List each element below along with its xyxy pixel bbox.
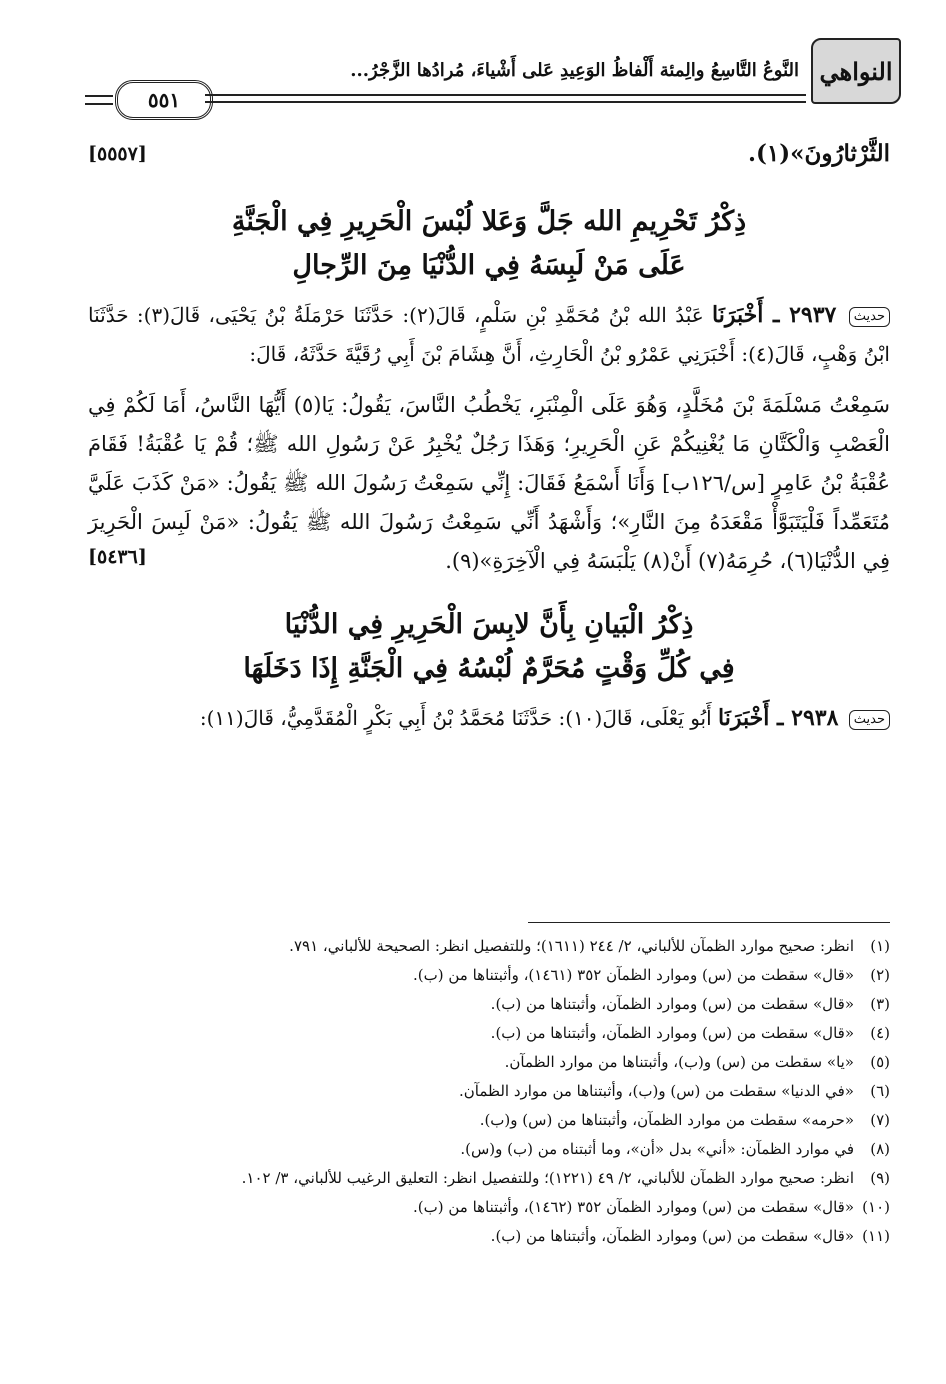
footnote-number: (٥) <box>870 1053 890 1071</box>
footnote <box>88 1019 890 1048</box>
footnote-text: «قال» سقطت من (س) وموارد الظمآن، وأثبتناها من (ب). <box>490 995 854 1013</box>
footnote-number: (٧) <box>870 1111 890 1129</box>
footnote <box>88 1222 890 1251</box>
footnote-text: «قال» سقطت من (س) وموارد الظمآن ٣٥٢ (١٤٦٢)، وأثبتناها من (ب). <box>413 1198 854 1216</box>
footnote-text: انظر: صحيح موارد الظمآن للألباني، ٢/ ٤٩ (١٢٢١)؛ وللتفصيل انظر: التعليق الرغيب للألباني، ٣/ ١٠٢. <box>241 1169 854 1187</box>
footnote-number: (٨) <box>870 1140 890 1158</box>
hadith-icon: حديث <box>849 307 890 327</box>
main-text <box>88 130 890 738</box>
footnote-text: «يا» سقطت من (س) و(ب)، وأثبتناها من موارد الظمآن. <box>504 1053 854 1071</box>
isnad-text: عَبْدُ الله بْنُ مُحَمَّدِ بْنِ سَلْمٍ، قَالَ(٢): حَدَّثَنَا حَرْمَلَةُ بْنُ يَحْيَى، قَالَ(٣): حَدَّثَنَا ابْنُ وَهْبٍ، قَالَ(٤): أَخْبَرَنِي عَمْرُو بْنُ الْحَارِثِ، أَنَّ هِشَامَ بْنَ أَبِي رُقَيَّةَ حَدَّثَهُ، قَالَ: <box>88 303 890 366</box>
footnote-number: (٩) <box>870 1169 890 1187</box>
footnote <box>88 932 890 961</box>
header-rule <box>205 94 806 103</box>
header-ornament-lines <box>85 95 113 105</box>
footnote <box>88 1077 890 1106</box>
chapter-heading-line: ذِكْرُ تَحْرِيمِ الله جَلَّ وَعَلا لُبْسَ الْحَرِيرِ فِي الْجَنَّةِ <box>231 206 747 237</box>
footnote-number: (٣) <box>870 995 890 1013</box>
footnote <box>88 1193 890 1222</box>
chapter-heading-line: فِي كُلِّ وَقْتٍ مُحَرَّمٌ لُبْسُهُ فِي الْجَنَّةِ إِذَا دَخَلَهَا <box>243 653 735 684</box>
matn-text: سَمِعْتُ مَسْلَمَةَ بْنَ مُخَلَّدٍ، وَهُوَ عَلَى الْمِنْبَرِ، يَخْطُبُ النَّاسَ، يَقُولُ: يَا(٥) أَيُّهَا النَّاسُ، أَمَا لَكُمْ فِي الْعَصْبِ وَالْكَتَّانِ مَا يُغْنِيكُمْ عَنِ الْحَرِيرِ؛ وَهَذَا رَجُلٌ يُخْبِرُ عَنْ رَسُولِ الله ﷺ؛ قُمْ يَا عُقْبَةُ! فَقَامَ عُقْبَةُ بْنُ عَامِرٍ [س/١٢٦ب] وَأَنَا أَسْمَعُ فَقَالَ: إِنِّي سَمِعْتُ رَسُولَ الله ﷺ يَقُولُ: «مَنْ كَذَبَ عَلَيَّ مُتَعَمِّداً فَلْيَتَبَوَّأْ مَقْعَدَهُ مِنَ النَّارِ»؛ وَأَشْهَدُ أَنِّي سَمِعْتُ رَسُولَ الله ﷺ يَقُولُ: «مَنْ لَبِسَ الْحَرِيرَ فِي الدُّنْيَا(٦)، حُرِمَهُ(٧) أَنْ(٨) يَلْبَسَهُ فِي الْآخِرَةِ»(٩). <box>88 393 891 573</box>
hadith-icon: حديث <box>849 710 890 730</box>
hadith-number: ٢٩٣٧ ـ أَخْبَرَنَا <box>712 302 837 328</box>
hadith-text <box>88 386 890 581</box>
footnote-number: (٦) <box>870 1082 890 1100</box>
footnote-text: «قال» سقطت من (س) وموارد الظمآن، وأثبتناها من (ب). <box>490 1024 854 1042</box>
footnote-text: في موارد الظمآن: «أني» بدل «أن»، وما أثبتناه من (ب) و(س). <box>460 1140 854 1158</box>
opening-line <box>88 130 890 178</box>
footnote-rule <box>528 922 890 923</box>
footnote-number: (١) <box>870 937 890 955</box>
opening-text: الثَّرْثارُونَ»(١). <box>747 140 890 167</box>
reference-number: [٥٤٣٦] <box>88 546 147 568</box>
hadith-chain <box>88 699 890 738</box>
chapter-heading-line: ذِكْرُ الْبَيانِ بِأَنَّ لابِسَ الْحَرِيرِ فِي الدُّنْيَا <box>284 609 694 640</box>
chapter-heading-line: عَلَى مَنْ لَبِسَهُ فِي الدُّنْيَا مِنَ الرِّجالِ <box>292 250 686 281</box>
footnote-number: (١٠) <box>862 1198 890 1216</box>
footnote <box>88 1106 890 1135</box>
footnote-number: (٤) <box>870 1024 890 1042</box>
section-badge: النواهي <box>811 38 901 104</box>
footnote-text: انظر: صحيح موارد الظمآن للألباني، ٢/ ٢٤٤ (١٦١١)؛ وللتفصيل انظر: الصحيحة للألباني، ٧٩١. <box>289 937 854 955</box>
isnad-text: أَبُو يَعْلَى، قَالَ(١٠): حَدَّثَنَا مُحَمَّدُ بْنُ أَبِي بَكْرٍ الْمُقَدَّمِيُّ، قَالَ(١١): <box>199 706 712 730</box>
footnote-text: «في الدنيا» سقطت من (س) و(ب)، وأثبتناها من موارد الظمآن. <box>458 1082 854 1100</box>
footnotes <box>88 932 890 1251</box>
footnote-number: (١١) <box>862 1227 890 1245</box>
reference-number: [٥٥٥٧] <box>88 143 147 165</box>
footnote <box>88 990 890 1019</box>
footnote-text: «قال» سقطت من (س) وموارد الظمآن ٣٥٢ (١٤٦١)، وأثبتناها من (ب). <box>413 966 854 984</box>
hadith-number: ٢٩٣٨ ـ أَخْبَرَنَا <box>718 705 839 731</box>
page-header <box>85 38 901 118</box>
hadith-chain <box>88 296 890 374</box>
footnote-number: (٢) <box>870 966 890 984</box>
footnote-text: «قال» سقطت من (س) وموارد الظمآن، وأثبتناها من (ب). <box>490 1227 854 1245</box>
footnote <box>88 961 890 990</box>
chapter-heading-1 <box>88 200 890 288</box>
footnote <box>88 1135 890 1164</box>
footnote <box>88 1164 890 1193</box>
footnote-text: «حرمه» سقطت من موارد الظمآن، وأثبتناها من (س) و(ب). <box>479 1111 854 1129</box>
chapter-heading-2 <box>88 603 890 691</box>
page-number: ٥٥١ <box>115 80 213 120</box>
running-head: النَّوعُ التَّاسِعُ والِمئة أَلْفاظُ الوَعِيدِ عَلى أَشْياءَ، مُرادُها الزَّجْرُ... <box>350 60 799 81</box>
footnote <box>88 1048 890 1077</box>
